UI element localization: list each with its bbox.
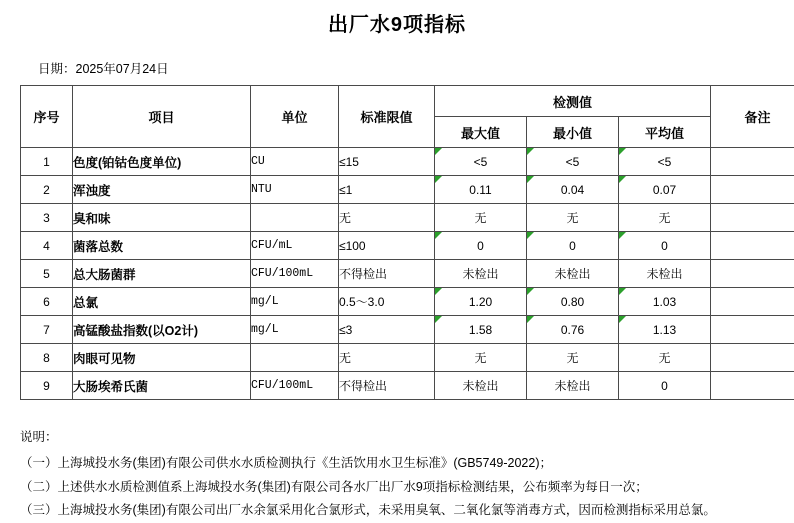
cell-avg: 无 <box>619 204 711 232</box>
cell-limit: 0.5～3.0 <box>339 288 435 316</box>
cell-remark <box>711 344 794 372</box>
cell-index: 9 <box>21 372 73 400</box>
cell-unit <box>251 344 339 372</box>
header-max: 最大值 <box>435 117 527 148</box>
cell-remark <box>711 372 794 400</box>
cell-index: 7 <box>21 316 73 344</box>
table-row <box>21 260 794 288</box>
cell-avg: 无 <box>619 344 711 372</box>
header-item: 项目 <box>73 86 251 148</box>
header-min: 最小值 <box>527 117 619 148</box>
table-row <box>21 176 794 204</box>
table-header-row-1 <box>21 86 794 117</box>
cell-avg: 1.03 <box>619 288 711 316</box>
table-row <box>21 204 794 232</box>
cell-index: 2 <box>21 176 73 204</box>
cell-limit: 无 <box>339 344 435 372</box>
cell-remark <box>711 148 794 176</box>
table-row <box>21 372 794 400</box>
note-line: （一）上海城投水务(集团)有限公司供水水质检测执行《生活饮用水卫生标准》(GB5749-2022)； <box>20 452 794 476</box>
cell-item: 浑浊度 <box>73 176 251 204</box>
cell-index: 3 <box>21 204 73 232</box>
report-date: 日期：2025年07月24日 <box>38 59 794 77</box>
cell-unit: mg/L <box>251 288 339 316</box>
cell-unit: CFU/100mL <box>251 260 339 288</box>
table-row <box>21 344 794 372</box>
cell-remark <box>711 204 794 232</box>
table-row <box>21 232 794 260</box>
cell-min: 0.76 <box>527 316 619 344</box>
cell-remark <box>711 316 794 344</box>
cell-unit: CFU/100mL <box>251 372 339 400</box>
cell-min: 0 <box>527 232 619 260</box>
cell-item: 总大肠菌群 <box>73 260 251 288</box>
cell-limit: 不得检出 <box>339 372 435 400</box>
page-title: 出厂水9项指标 <box>0 0 794 37</box>
cell-avg: 0.07 <box>619 176 711 204</box>
cell-item: 菌落总数 <box>73 232 251 260</box>
water-quality-table <box>20 85 794 400</box>
cell-item: 大肠埃希氏菌 <box>73 372 251 400</box>
cell-avg: 1.13 <box>619 316 711 344</box>
cell-max: 0 <box>435 232 527 260</box>
cell-limit: 不得检出 <box>339 260 435 288</box>
table-body <box>21 148 794 400</box>
table-row <box>21 148 794 176</box>
cell-max: 1.20 <box>435 288 527 316</box>
cell-max: <5 <box>435 148 527 176</box>
cell-item: 总氯 <box>73 288 251 316</box>
cell-item: 色度(铂钴色度单位) <box>73 148 251 176</box>
note-line: （二）上述供水水质检测值系上海城投水务(集团)有限公司各水厂出厂水9项指标检测结果，公布频率为每日一次； <box>20 476 794 500</box>
cell-remark <box>711 176 794 204</box>
cell-remark <box>711 232 794 260</box>
cell-max: 未检出 <box>435 260 527 288</box>
cell-max: 无 <box>435 344 527 372</box>
cell-min: 未检出 <box>527 372 619 400</box>
cell-remark <box>711 260 794 288</box>
cell-remark <box>711 288 794 316</box>
cell-unit <box>251 204 339 232</box>
cell-item: 高锰酸盐指数(以O2计) <box>73 316 251 344</box>
cell-min: 0.80 <box>527 288 619 316</box>
cell-unit: CFU/mL <box>251 232 339 260</box>
header-unit: 单位 <box>251 86 339 148</box>
cell-min: 0.04 <box>527 176 619 204</box>
cell-limit: 无 <box>339 204 435 232</box>
notes-heading: 说明： <box>20 426 794 450</box>
cell-limit: ≤15 <box>339 148 435 176</box>
cell-unit: CU <box>251 148 339 176</box>
header-index: 序号 <box>21 86 73 148</box>
header-detected-group: 检测值 <box>435 86 711 117</box>
cell-avg: 未检出 <box>619 260 711 288</box>
table-row <box>21 316 794 344</box>
table-row <box>21 288 794 316</box>
header-limit: 标准限值 <box>339 86 435 148</box>
cell-min: 未检出 <box>527 260 619 288</box>
cell-max: 未检出 <box>435 372 527 400</box>
cell-max: 无 <box>435 204 527 232</box>
cell-avg: 0 <box>619 232 711 260</box>
cell-index: 4 <box>21 232 73 260</box>
notes-section <box>20 426 794 523</box>
cell-limit: ≤100 <box>339 232 435 260</box>
cell-item: 肉眼可见物 <box>73 344 251 372</box>
cell-limit: ≤1 <box>339 176 435 204</box>
cell-index: 1 <box>21 148 73 176</box>
cell-min: 无 <box>527 204 619 232</box>
cell-max: 1.58 <box>435 316 527 344</box>
cell-index: 6 <box>21 288 73 316</box>
cell-min: 无 <box>527 344 619 372</box>
cell-index: 8 <box>21 344 73 372</box>
header-avg: 平均值 <box>619 117 711 148</box>
note-line: （三）上海城投水务(集团)有限公司出厂水余氯采用化合氯形式，未采用臭氧、二氧化氯等消毒方式，因而检测指标采用总氯。 <box>20 499 794 523</box>
cell-item: 臭和味 <box>73 204 251 232</box>
cell-avg: 0 <box>619 372 711 400</box>
cell-avg: <5 <box>619 148 711 176</box>
cell-unit: NTU <box>251 176 339 204</box>
cell-min: <5 <box>527 148 619 176</box>
cell-index: 5 <box>21 260 73 288</box>
header-remark: 备注 <box>711 86 794 148</box>
cell-max: 0.11 <box>435 176 527 204</box>
cell-unit: mg/L <box>251 316 339 344</box>
cell-limit: ≤3 <box>339 316 435 344</box>
